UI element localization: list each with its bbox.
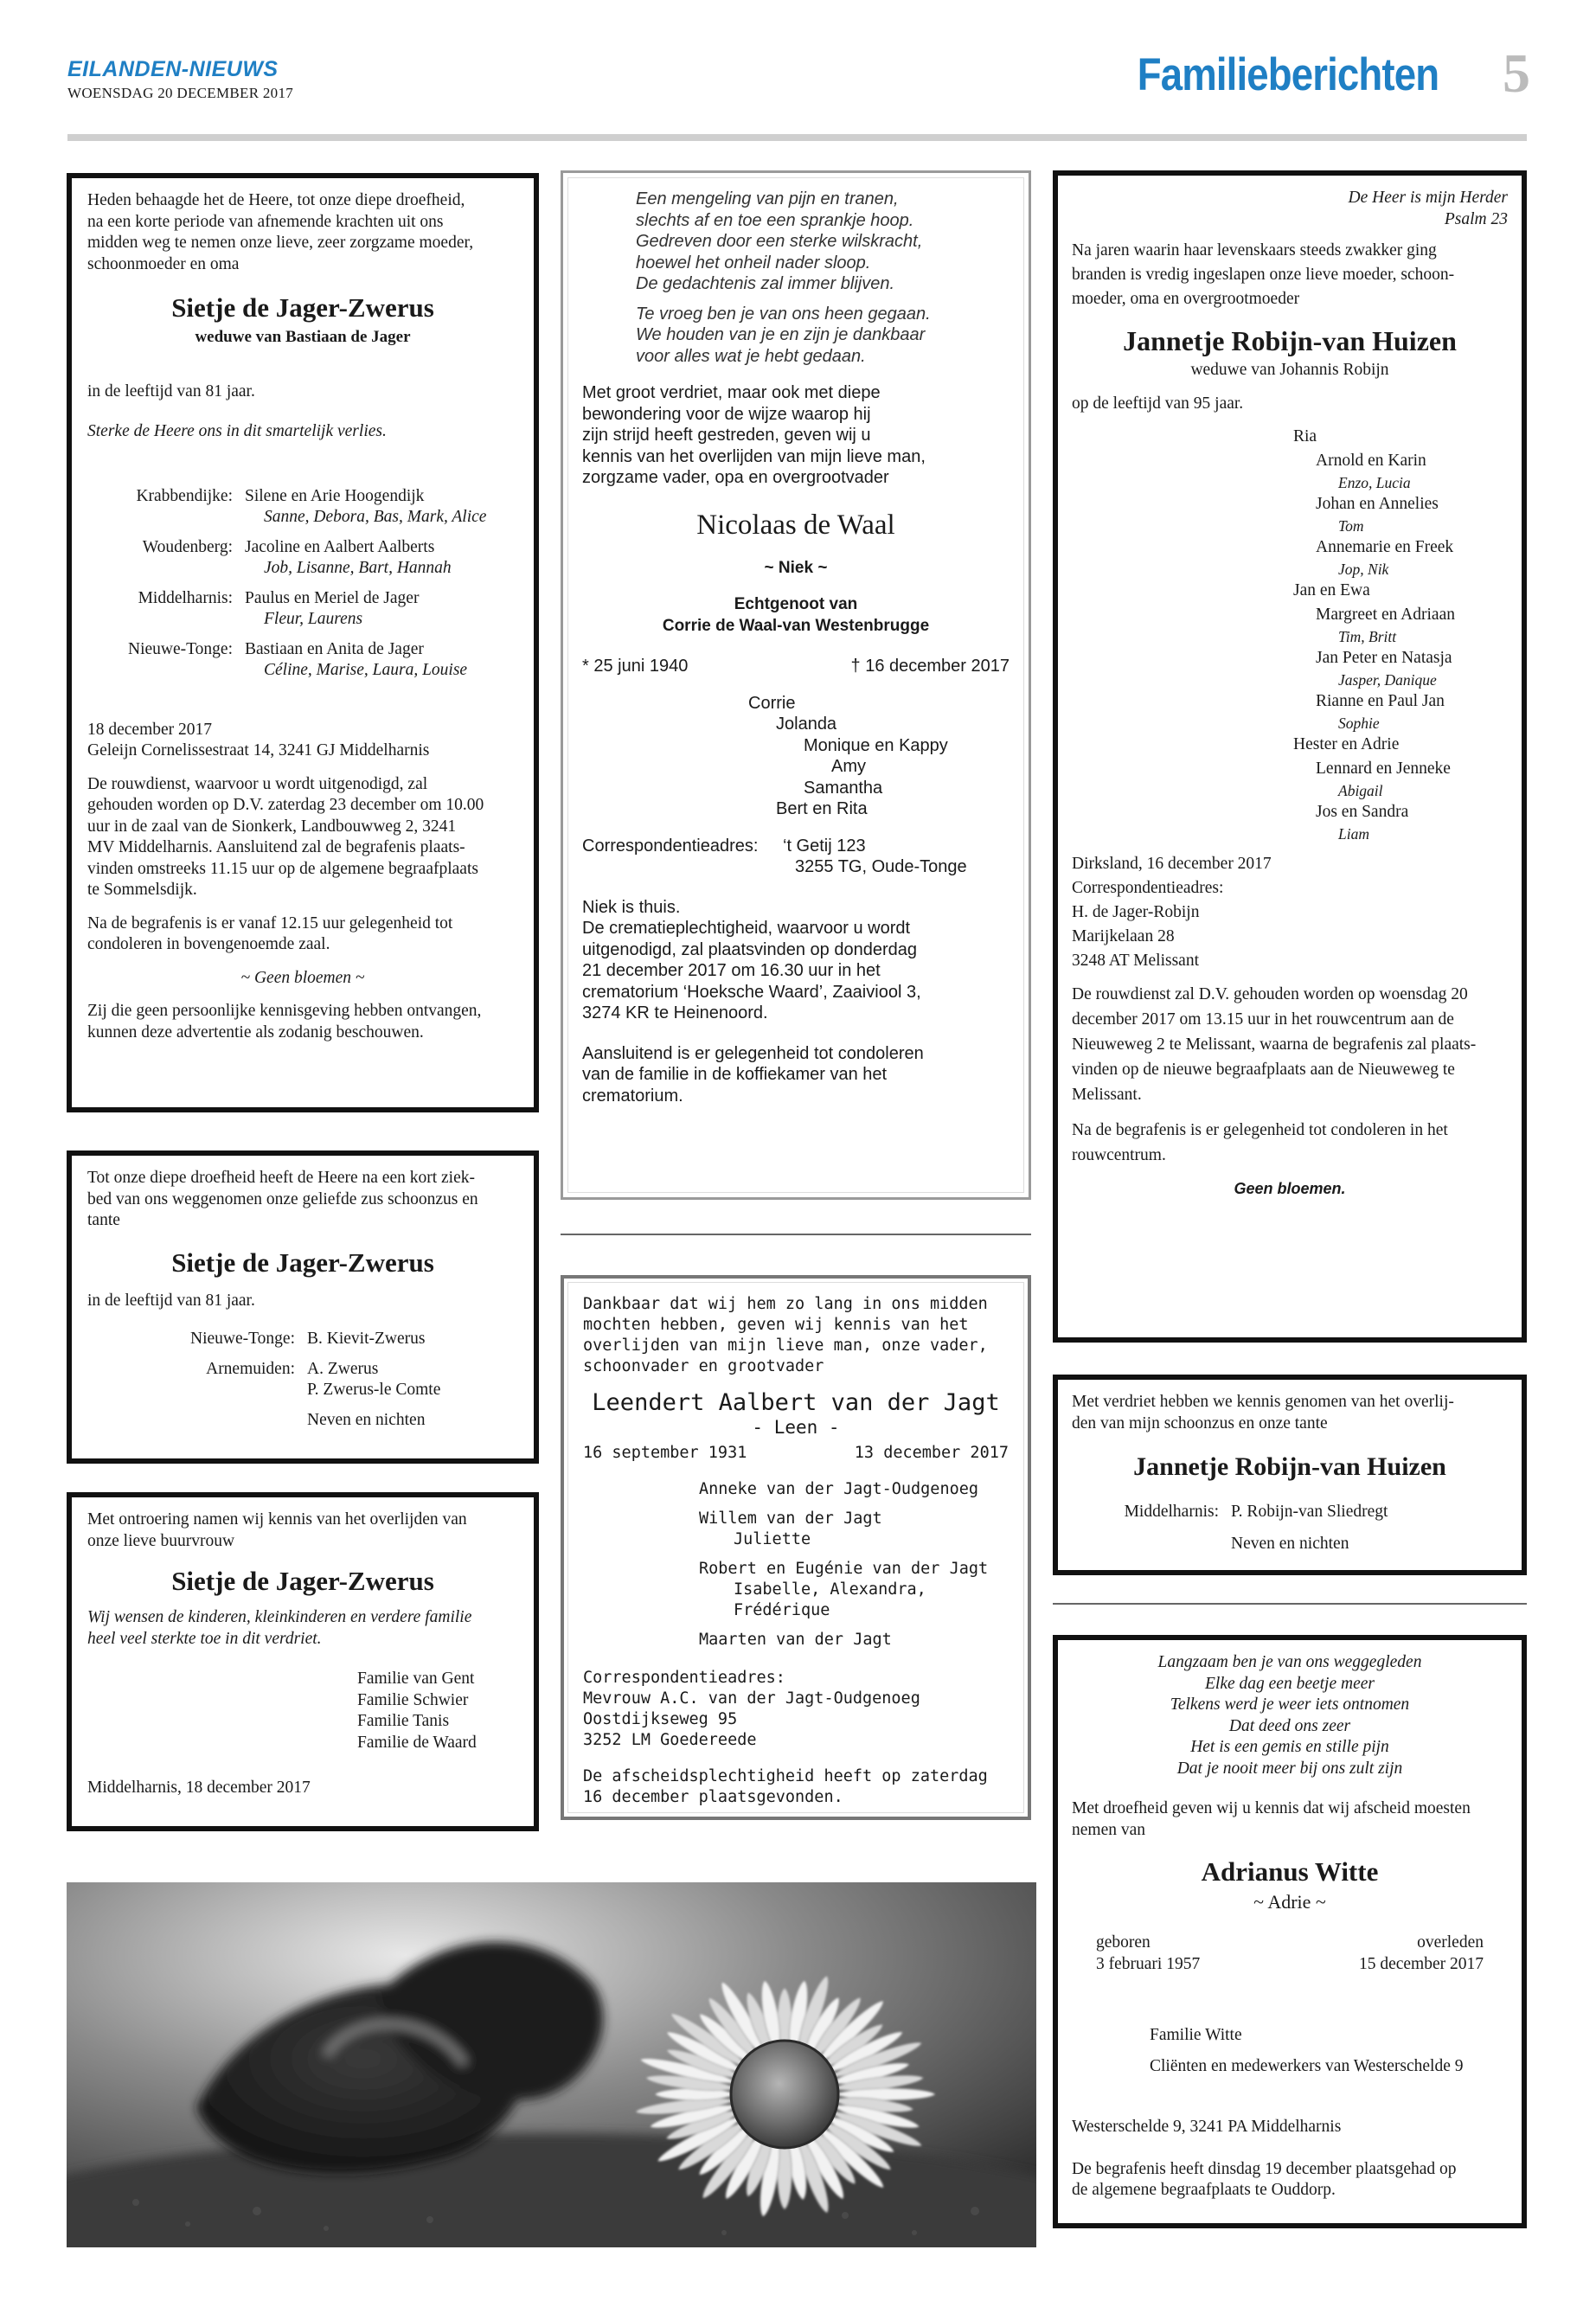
place-label: Arnemuiden: — [206, 1359, 295, 1378]
obituary-leendert-van-der-jagt — [561, 1275, 1031, 1820]
deceased-subtitle: weduwe van Johannis Robijn — [1190, 361, 1389, 379]
text-line: 21 december 2017 om 16.30 uur in het — [582, 961, 881, 980]
issue-date: WOENSDAG 20 DECEMBER 2017 — [67, 85, 294, 101]
nickname: - Leen - — [752, 1417, 840, 1438]
wish-paragraph — [87, 1607, 518, 1650]
poem-line: Telkens werd je weer iets ontnomen — [1170, 1695, 1410, 1714]
text-line: tante — [87, 1211, 120, 1229]
dates-row — [1096, 1932, 1484, 1975]
family-names: P. Zwerus-le Comte — [307, 1381, 441, 1399]
service-paragraph — [1072, 982, 1508, 1107]
family-name: Sophie — [1338, 715, 1380, 732]
family-list — [87, 1329, 518, 1431]
family-name: Corrie — [748, 693, 796, 713]
family-name: Anneke van der Jagt-Oudgenoeg — [699, 1480, 979, 1498]
family-name: Arnold en Karin — [1316, 452, 1426, 470]
text-line: crematorium. — [582, 1086, 683, 1106]
family-names: Neven en nichten — [307, 1410, 426, 1429]
place-label: Nieuwe-Tonge: — [127, 639, 233, 658]
deceased-name: Adrianus Witte — [1201, 1856, 1379, 1887]
text-line: overlijden van mijn lieve man, onze vader, — [583, 1336, 988, 1355]
place-label: Nieuwe-Tonge: — [189, 1330, 295, 1348]
obituary-jannetje-robijn-in-law — [1053, 1375, 1527, 1575]
family-name: Isabelle, Alexandra, Frédérique — [734, 1580, 926, 1619]
address-line: ‘t Getij 123 — [783, 836, 866, 856]
family-name: Abigail — [1338, 782, 1383, 799]
obituary-sietje-de-jager-neighbours — [67, 1492, 539, 1831]
family-name: Juliette — [734, 1530, 811, 1548]
family-name: Willem van der Jagt — [699, 1509, 882, 1528]
correspondence-address — [583, 1668, 1009, 1751]
text-line: uitgenodigd, zal plaatsvinden op donderdag — [582, 939, 917, 959]
family-name: Bert en Rita — [776, 799, 868, 818]
place-label: Woudenberg: — [142, 537, 233, 556]
family-name: Amy — [831, 757, 866, 776]
family-name: Robert en Eugénie van der Jagt — [699, 1560, 989, 1578]
text-line: Aansluitend is er gelegenheid tot condoleren — [582, 1043, 924, 1063]
address-line: 3252 LM Goedereede — [583, 1731, 757, 1749]
family-row — [87, 1410, 518, 1432]
deceased-name: Leendert Aalbert van der Jagt — [592, 1389, 1000, 1416]
service-paragraph — [87, 774, 518, 901]
text-line: onze lieve buurvrouw — [87, 1531, 235, 1550]
farewell-paragraph — [583, 1766, 1009, 1808]
signature-families — [357, 1669, 518, 1753]
poem-line: We houden van je en zijn je dankbaar — [636, 325, 926, 344]
text-line: 3274 KR te Heinenoord. — [582, 1003, 768, 1022]
place-label: Middelharnis: — [138, 588, 233, 607]
deceased-name: Sietje de Jager-Zwerus — [171, 1566, 434, 1596]
poem-line: Dat deed ons zeer — [1228, 1716, 1351, 1735]
text-line: Heden behaagde het de Heere, tot onze diepe droefheid, — [87, 191, 465, 209]
poem-line: Langzaam ben je van ons weggegleden — [1157, 1653, 1422, 1671]
ad8-intro — [1072, 1798, 1508, 1841]
condolence-paragraph — [1072, 1118, 1508, 1168]
ad3-intro — [87, 1509, 518, 1552]
text-line: De rouwdienst, waarvoor u wordt uitgenodigd, zal — [87, 774, 428, 793]
address-line: Oostdijkseweg 95 — [583, 1710, 738, 1728]
family-row — [87, 588, 518, 631]
poem-line: Te vroeg ben je van ons heen gegaan. — [636, 304, 931, 324]
death-date: 13 december 2017 — [854, 1444, 1009, 1462]
family-names: Silene en Arie Hoogendijk — [245, 486, 425, 505]
text-line: Met verdriet hebben we kennis genomen van het overlij- — [1072, 1393, 1454, 1411]
text-line: zijn strijd heeft gestreden, geven wij u — [582, 426, 871, 445]
family-row — [1072, 1502, 1508, 1523]
family-names: A. Zwerus — [307, 1359, 379, 1378]
birth-date: 3 februari 1957 — [1096, 1954, 1201, 1973]
age-line: in de leeftijd van 81 jaar. — [87, 1291, 255, 1310]
address-line: 3248 AT Melissant — [1072, 952, 1199, 970]
dates-row — [582, 656, 1010, 677]
daisy-illustration — [67, 1882, 1036, 2247]
text-line: De crematieplechtigheid, waarvoor u wordt — [582, 919, 911, 938]
family-name: Familie de Waard — [357, 1733, 477, 1752]
nickname: ~ Niek ~ — [764, 558, 828, 577]
family-name: Margreet en Adriaan — [1316, 606, 1455, 624]
address-line: Marijkelaan 28 — [1072, 927, 1175, 945]
family-name: Familie Witte — [1150, 2026, 1242, 2044]
text-line: De rouwdienst zal D.V. gehouden worden op woensdag 20 — [1072, 985, 1468, 1003]
text-line: kennis van het overlijden van mijn lieve man, — [582, 446, 926, 466]
family-name: Tim, Britt — [1338, 628, 1397, 645]
family-names: P. Robijn-van Sliedregt — [1231, 1503, 1388, 1521]
spouse-label: Echtgenoot van — [734, 595, 858, 613]
text-line: branden is vredig ingeslapen onze lieve moeder, schoon- — [1072, 266, 1455, 284]
text-line: schoonmoeder en oma — [87, 254, 240, 273]
poem — [1072, 1652, 1508, 1779]
burial-paragraph — [1072, 2159, 1508, 2202]
text-line: Met droefheid geven wij u kennis dat wij afscheid moesten — [1072, 1799, 1471, 1817]
text-line: De afscheidsplechtigheid heeft op zaterdag — [583, 1767, 988, 1785]
obituary-nicolaas-de-waal — [561, 170, 1031, 1200]
text-line: de algemene begraafplaats te Ouddorp. — [1072, 2181, 1336, 2199]
notice-paragraph — [87, 1001, 518, 1043]
family-name: Johan en Annelies — [1316, 495, 1439, 513]
family-name: Jolanda — [776, 715, 837, 734]
condolence-paragraph — [87, 913, 518, 956]
obituary-adrianus-witte — [1053, 1635, 1527, 2228]
text-line: na een korte periode van afnemende krachten uit ons — [87, 212, 444, 231]
text-line: bewondering voor de wijze waarop hij — [582, 404, 871, 424]
poem-line: Gedreven door een sterke wilskracht, — [636, 232, 923, 251]
nickname: ~ Adrie ~ — [1253, 1891, 1326, 1913]
birth-label: geboren — [1096, 1933, 1151, 1952]
family-name: Jop, Nik — [1338, 561, 1389, 578]
text-line: van de familie in de koffiekamer van het — [582, 1065, 888, 1084]
poem-line: voor alles wat je hebt gedaan. — [636, 346, 866, 366]
poem-line: Het is een gemis en stille pijn — [1190, 1738, 1389, 1756]
family-name: Liam — [1338, 825, 1369, 843]
text-line: De begrafenis heeft dinsdag 19 december plaatsgehad op — [1072, 2159, 1457, 2178]
text-line: vinden omstreeks 11.15 uur op de algemene begraafplaats — [87, 859, 478, 878]
section-title: Familieberichten — [1137, 49, 1439, 100]
text-line: Met ontroering namen wij kennis van het overlijden van — [87, 1510, 467, 1529]
home-line: Niek is thuis. — [582, 897, 681, 917]
age-line: in de leeftijd van 81 jaar. — [87, 381, 255, 401]
text-line: Met groot verdriet, maar ook met diepe — [582, 383, 881, 402]
address-line: Correspondentieadres: — [583, 1669, 785, 1687]
text-line: rouwcentrum. — [1072, 1146, 1166, 1164]
family-name: Familie Schwier — [357, 1690, 469, 1709]
text-line: MV Middelharnis. Aansluitend zal de begrafenis plaats- — [87, 838, 465, 856]
text-line: Melissant. — [1072, 1086, 1142, 1104]
deceased-name: Sietje de Jager-Zwerus — [171, 292, 434, 323]
text-line: uur in de zaal van de Sionkerk, Landbouwweg 2, 3241 — [87, 817, 457, 836]
text-line: moeder, oma en overgrootmoeder — [1072, 290, 1300, 308]
column-separator — [1053, 1603, 1527, 1605]
family-name: Jan Peter en Natasja — [1316, 649, 1452, 667]
death-block — [1359, 1932, 1484, 1975]
text-line: Wij wensen de kinderen, kleinkinderen en verdere familie — [87, 1608, 472, 1626]
family-list — [87, 486, 518, 682]
family-row — [87, 1329, 518, 1350]
address-line: Geleijn Cornelissestraat 14, 3241 GJ Middelharnis — [87, 741, 430, 760]
ad6-intro — [1072, 239, 1508, 311]
text-line: vinden op de nieuwe begraafplaats aan de Nieuweweg te — [1072, 1061, 1455, 1079]
place-label: Krabbendijke: — [136, 486, 233, 505]
death-date: † 16 december 2017 — [850, 657, 1010, 676]
family-names: Bastiaan en Anita de Jager — [245, 639, 424, 658]
poem-line: De gedachtenis zal immer blijven. — [636, 274, 895, 293]
extra-family: Neven en nichten — [1231, 1534, 1349, 1553]
text-line: condoleren in bovengenoemde zaal. — [87, 935, 330, 953]
text-line: midden weg te nemen onze lieve, zeer zorgzame moeder, — [87, 234, 474, 252]
text-line: bed van ons weggenomen onze geliefde zus schoonzus en — [87, 1189, 478, 1208]
poem-line: slechts af en toe een sprankje hoop. — [636, 210, 914, 230]
obituary-sietje-de-jager-family — [67, 173, 539, 1112]
deceased-name: Sietje de Jager-Zwerus — [171, 1247, 434, 1278]
family-row — [87, 639, 518, 682]
correspondence-label: Correspondentieadres: — [582, 836, 759, 856]
family-name: Hester en Adrie — [1293, 735, 1400, 753]
text-line: Na de begrafenis is er gelegenheid tot condoleren in het — [1072, 1121, 1448, 1139]
obituary-sietje-de-jager-siblings — [67, 1150, 539, 1464]
ad4-intro — [582, 382, 1010, 489]
poem-line: Elke dag een beetje meer — [1205, 1674, 1375, 1693]
birth-date: 16 september 1931 — [583, 1444, 747, 1462]
obituary-jannetje-robijn-family — [1053, 170, 1527, 1343]
family-name: Maarten van der Jagt — [699, 1631, 892, 1649]
text-line: Tot onze diepe droefheid heeft de Heere na een kort ziek- — [87, 1169, 475, 1187]
grandchildren-names: Céline, Marise, Laura, Louise — [264, 661, 468, 679]
address-line: Westerschelde 9, 3241 PA Middelharnis — [1072, 2118, 1342, 2136]
poem-line: hoewel het onheil nader sloop. — [636, 253, 871, 272]
grandchildren-names: Fleur, Laurens — [264, 610, 363, 628]
family-names: B. Kievit-Zwerus — [307, 1330, 426, 1348]
text-line: Zij die geen persoonlijke kennisgeving hebben ontvangen, — [87, 1002, 482, 1020]
text-line: schoonvader en grootvader — [583, 1357, 824, 1375]
daisy-photo — [67, 1882, 1036, 2247]
header-rule — [67, 134, 1527, 141]
birth-date: * 25 juni 1940 — [582, 657, 689, 676]
text-line: december 2017 om 13.15 uur in het rouwcentrum aan de — [1072, 1010, 1454, 1029]
grandchildren-names: Sanne, Debora, Bas, Mark, Alice — [264, 508, 487, 526]
family-names: Jacoline en Aalbert Aalberts — [245, 537, 435, 556]
family-name: Enzo, Lucia — [1338, 474, 1411, 491]
ad1-intro — [87, 190, 518, 275]
birth-block — [1096, 1932, 1200, 1975]
spouse-name: Corrie de Waal-van Westenbrugge — [662, 616, 930, 635]
dates-row — [583, 1443, 1009, 1464]
family-name: Rianne en Paul Jan — [1316, 692, 1445, 710]
family-name: Jan en Ewa — [1293, 581, 1370, 599]
ad2-intro — [87, 1168, 518, 1232]
poem — [636, 189, 1010, 367]
place-date-line: Middelharnis, 18 december 2017 — [87, 1779, 311, 1797]
masthead-logo: EILANDEN-NIEUWS — [67, 57, 279, 81]
date-line: 18 december 2017 — [87, 720, 213, 739]
poem-line: Een mengeling van pijn en tranen, — [636, 189, 899, 208]
page-number: 5 — [1503, 42, 1530, 104]
address-line: H. de Jager-Robijn — [1072, 903, 1200, 921]
verse-line: De Heer is mijn Herder — [1348, 189, 1508, 207]
text-line: nemen van — [1072, 1820, 1146, 1839]
grandchildren-names: Job, Lisanne, Bart, Hannah — [264, 559, 452, 577]
text-line: te Sommelsdijk. — [87, 881, 197, 899]
cremation-paragraph — [582, 918, 1010, 1024]
family-row — [87, 537, 518, 580]
no-flowers-note: Geen bloemen. — [1234, 1180, 1346, 1197]
text-line: Na de begrafenis is er vanaf 12.15 uur gelegenheid tot — [87, 913, 453, 933]
address-line: Correspondentieadres: — [1072, 879, 1224, 897]
correspondence-address — [582, 836, 1010, 878]
deceased-name: Jannetje Robijn-van Huizen — [1123, 325, 1457, 356]
poem-line: Dat je nooit meer bij ons zult zijn — [1176, 1759, 1403, 1778]
text-line: crematorium ‘Hoeksche Waard’, Zaaiviool 3, — [582, 982, 921, 1002]
text-line: 16 december plaatsgevonden. — [583, 1788, 843, 1806]
family-names: Paulus en Meriel de Jager — [245, 588, 420, 607]
age-line: op de leeftijd van 95 jaar. — [1072, 394, 1244, 413]
address-line: Mevrouw A.C. van der Jagt-Oudgenoeg — [583, 1689, 920, 1708]
address-line: Dirksland, 16 december 2017 — [1072, 855, 1272, 873]
place-label: Middelharnis: — [1124, 1503, 1219, 1521]
family-name: Tom — [1338, 517, 1364, 535]
family-name: Jos en Sandra — [1316, 803, 1409, 821]
text-line: Na jaren waarin haar levenskaars steeds zwakker ging — [1072, 241, 1437, 260]
ad7-intro — [1072, 1392, 1508, 1434]
text-line: kunnen deze advertentie als zodanig beschouwen. — [87, 1022, 424, 1042]
text-line: zorgzame vader, opa en overgrootvader — [582, 468, 889, 487]
family-name: Monique en Kappy — [804, 735, 948, 755]
text-line: gehouden worden op D.V. zaterdag 23 december om 10.00 — [87, 796, 484, 814]
death-label: overleden — [1417, 1933, 1484, 1952]
text-line: Dankbaar dat wij hem zo lang in ons midden — [583, 1295, 988, 1313]
text-line: mochten hebben, geven wij kennis van het — [583, 1316, 969, 1334]
family-name: Familie Tanis — [357, 1712, 450, 1730]
signature-families — [1150, 2020, 1508, 2082]
place-label — [87, 1410, 307, 1432]
deceased-name: Jannetje Robijn-van Huizen — [1133, 1452, 1446, 1481]
text-line: Nieuweweg 2 te Melissant, waarna de begrafenis zal plaats- — [1072, 1035, 1477, 1054]
family-list — [748, 693, 1010, 820]
family-name: Lennard en Jenneke — [1316, 760, 1451, 778]
family-name: Jasper, Danique — [1338, 671, 1437, 689]
after-paragraph — [582, 1043, 1010, 1107]
family-list — [699, 1479, 1009, 1650]
address-block — [1072, 852, 1508, 973]
verse-reference: Psalm 23 — [1444, 209, 1508, 228]
family-row — [87, 1359, 518, 1401]
family-name: Cliënten en medewerkers van Westerschelde 9 — [1150, 2057, 1464, 2075]
family-name: Samantha — [804, 778, 883, 798]
ad5-intro — [583, 1294, 1009, 1377]
family-name: Annemarie en Freek — [1316, 538, 1454, 556]
family-name: Familie van Gent — [357, 1670, 475, 1688]
deceased-name: Nicolaas de Waal — [696, 509, 895, 541]
address-line: 3255 TG, Oude-Tonge — [795, 857, 967, 876]
column-separator — [561, 1234, 1031, 1235]
verse-line: Sterke de Heere ons in dit smartelijk verlies. — [87, 422, 387, 440]
no-flowers-note: ~ Geen bloemen ~ — [240, 968, 365, 987]
deceased-subtitle: weduwe van Bastiaan de Jager — [195, 328, 411, 346]
family-row — [87, 486, 518, 529]
family-list — [1293, 425, 1508, 843]
death-date: 15 december 2017 — [1358, 1954, 1484, 1973]
text-line: heel veel sterkte toe in dit verdriet. — [87, 1629, 322, 1648]
text-line: den van mijn schoonzus en onze tante — [1072, 1413, 1328, 1433]
family-name: Ria — [1293, 427, 1317, 445]
